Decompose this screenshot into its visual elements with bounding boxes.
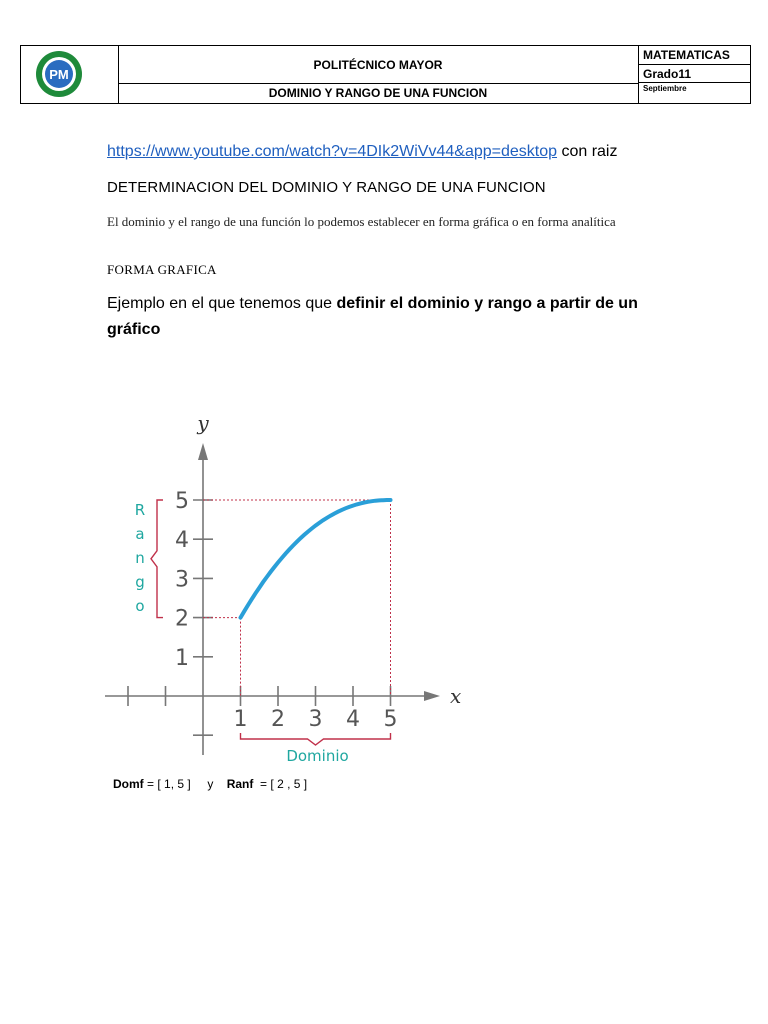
range-letter: n (135, 549, 145, 567)
y-axis-label: y (197, 411, 209, 435)
y-tick-label: 3 (175, 567, 189, 593)
graph-guides (203, 500, 391, 696)
link-suffix: con raiz (557, 143, 618, 160)
range-bracket (151, 500, 163, 618)
x-tick-label: 5 (383, 707, 398, 732)
x-tick-label: 1 (233, 707, 248, 732)
range-letter: o (135, 597, 145, 615)
subject-cell: MATEMATICAS (639, 46, 750, 65)
example-plain: Ejemplo en el que tenemos que (107, 295, 337, 312)
school-name: POLITÉCNICO MAYOR (118, 46, 639, 84)
x-axis-label: x (450, 684, 462, 708)
school-logo-icon (35, 50, 83, 98)
month-cell: Septiembre (643, 84, 687, 93)
x-axis-arrow (424, 691, 440, 701)
example-text (107, 291, 677, 343)
x-tick-label: 3 (308, 707, 323, 732)
x-tick-label: 2 (271, 707, 285, 732)
document-topic: DOMINIO Y RANGO DE UNA FUNCION (118, 83, 639, 103)
y-tick-label: 2 (175, 606, 189, 632)
dom-value: = [ 1, 5 ] y (143, 777, 227, 791)
domain-label: Dominio (286, 747, 349, 765)
grade-cell: Grado11 (639, 65, 750, 83)
header-table (20, 45, 751, 104)
dom-label: Domf (113, 777, 144, 791)
subsection-title: FORMA GRAFICA (107, 262, 217, 277)
y-tick-label: 5 (175, 489, 189, 514)
ran-value: = [ 2 , 5 ] (253, 777, 308, 791)
logo-text: PM (49, 67, 69, 82)
graph-labels (135, 411, 462, 765)
example-bold: definir el dominio y rango a partir de un gráfico (107, 295, 638, 338)
ran-label: Ranf (226, 777, 254, 791)
function-curve (241, 500, 391, 618)
intro-paragraph: El dominio y el rango de una función lo podemos establecer en forma gráfica o en forma analítica (107, 214, 616, 229)
domain-bracket (241, 733, 391, 745)
range-letter: R (134, 501, 146, 519)
domain-range-graph (100, 405, 480, 770)
range-letter: g (135, 573, 145, 591)
video-link[interactable]: https://www.youtube.com/watch?v=4DIk2WiVv44&app=desktop (107, 143, 558, 160)
section-heading: DETERMINACION DEL DOMINIO Y RANGO DE UNA FUNCION (107, 179, 546, 196)
logo-cell (21, 46, 119, 103)
result-line (113, 777, 307, 791)
y-axis-arrow (198, 443, 208, 460)
y-tick-label: 4 (175, 528, 189, 554)
x-tick-label: 4 (346, 707, 360, 732)
y-tick-label: 1 (175, 645, 189, 671)
range-letter: a (135, 525, 145, 543)
video-link-line (107, 143, 617, 161)
